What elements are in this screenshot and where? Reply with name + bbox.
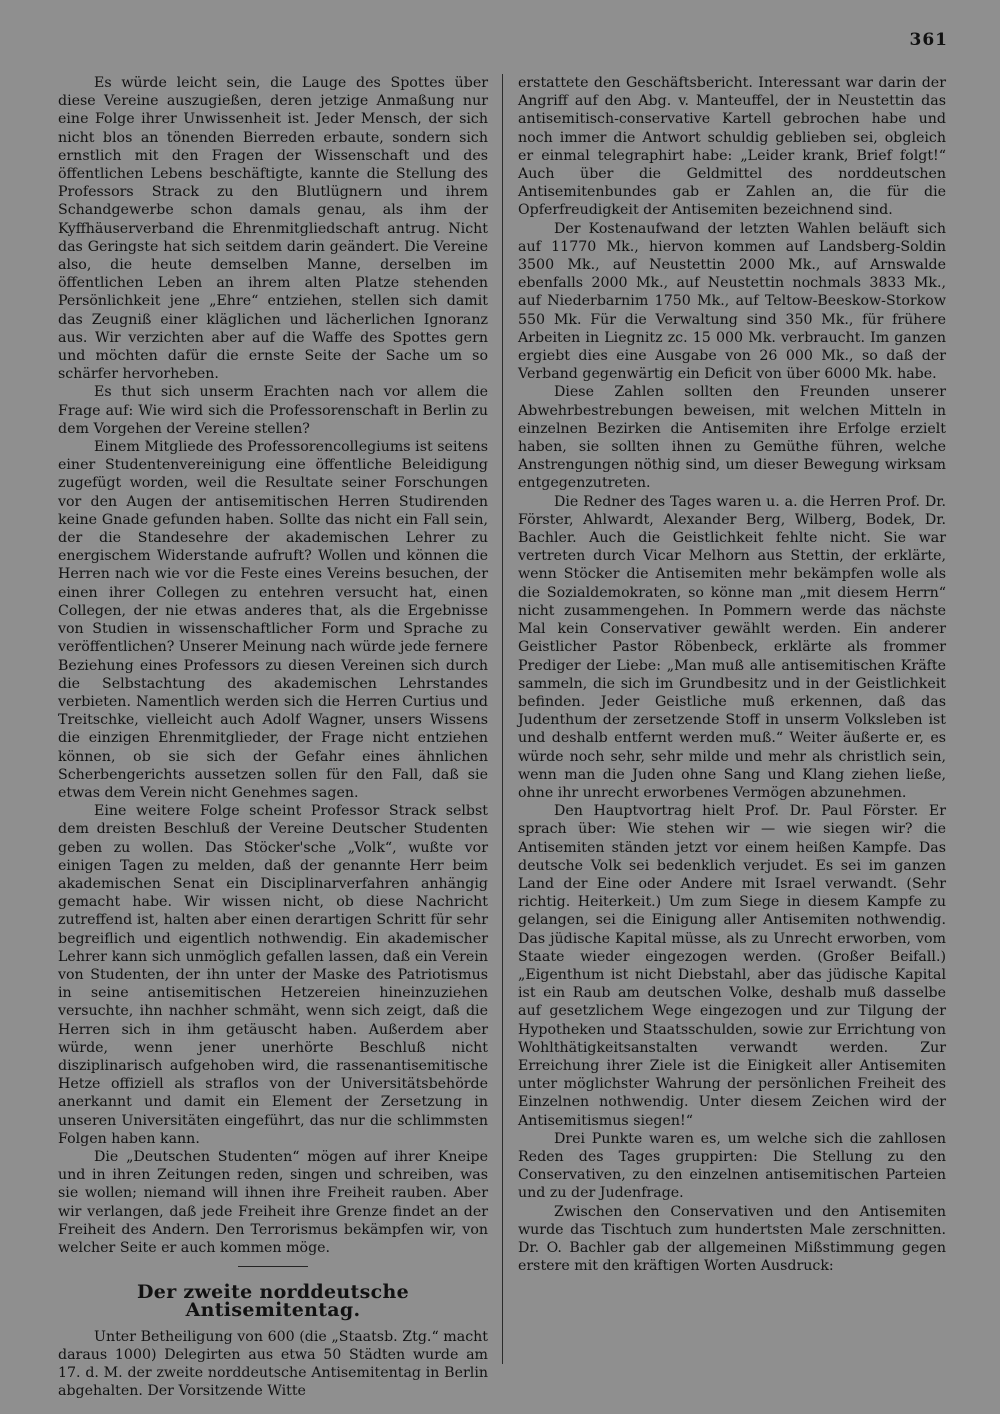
paragraph: Die „Deutschen Studenten“ mögen auf ihrer Kneipe und in ihren Zeitungen reden, singen und schreiben, was sie wollen; niemand will ihnen ihre Freiheit rauben. Aber wir verlangen, daß jede Freiheit ihre Grenze findet an der Freiheit des Andern. Den Terrorismus bekämpfen wir, von welcher Seite er auch kommen möge. [58,1148,488,1256]
paragraph: Diese Zahlen sollten den Freunden unserer Abwehrbestrebungen beweisen, mit welchen Mitteln in einzelnen Bezirken die Antisemiten ihre Erfolge erzielt haben, sie sollten ihnen zu Gemüthe führen, welche Anstrengungen nöthig sind, um dieser Bewegung wirksam entgegenzutreten. [518,384,946,492]
left-column [58,74,488,1400]
paragraph: Einem Mitgliede des Professorencollegiums ist seitens einer Studentenvereinigung eine öffentliche Beleidigung zugefügt worden, weil die Resultate seiner Forschungen vor den Augen der antisemitischen Herren Studirenden keine Gnade gefunden haben. Sollte das nicht ein Fall sein, der die Standesehre der akademischen Lehrer zu energischem Widerstande aufruft? Wollen und können die Herren nach wie vor die Feste eines Vereins besuchen, der einen ihrer Collegen zu entehren versucht hat, einen Collegen, der nie etwas anderes that, als die Ergebnisse von Studien in wissenschaftlicher Form und Sprache zu veröffentlichen? Unserer Meinung nach würde jede fernere Beziehung eines Professors zu diesen Vereinen sich durch die Selbstachtung des akademischen Lehrstandes verbieten. Namentlich werden sich die Herren Curtius und Treitschke, vielleicht auch Adolf Wagner, unsers Wissens die einzigen Ehrenmitglieder, der Frage nicht entziehen können, ob sie sich der Gefahr eines ähnlichen Scherbengerichts aussetzen sollen für den Fall, daß sie etwas dem Verein nicht Genehmes sagen. [58,439,488,801]
page-number: 361 [909,30,948,50]
paragraph: Die Redner des Tages waren u. a. die Herren Prof. Dr. Förster, Ahlwardt, Alexander Berg, Wilberg, Bodek, Dr. Bachler. Auch die Geistlichkeit fehlte nicht. Sie war vertreten durch Vicar Melhorn aus Stettin, der erklärte, wenn Stöcker die Antisemiten mehr bekämpfen wolle als die Sozialdemokraten, so könne man „mit diesem Herrn“ nicht zusammengehen. In Pommern werde das nächste Mal kein Conservativer gewählt werden. Ein anderer Geistlicher Pastor Röbenbeck, erklärte als frommer Prediger der Liebe: „Man muß alle antisemitischen Kräfte sammeln, die sich im Grundbesitz und in der Geistlichkeit befinden. Jeder Geistliche muß erkennen, daß das Judenthum der zersetzende Stoff in unserm Volksleben ist und deshalb entfernt werden muß.“ Weiter äußerte er, es würde noch sehr, sehr milde und mehr als christlich sein, wenn man die Juden ohne Sang und Klang ziehen ließe, ohne ihr unrecht erworbenes Vermögen abzunehmen. [518,493,946,801]
paragraph: erstattete den Geschäftsbericht. Interessant war darin der Angriff auf den Abg. v. Manteuffel, der in Neustettin das antisemitisch-conservative Kartell gebrochen habe und noch immer die Antwort schuldig geblieben sei, obgleich er einmal telegraphirt habe: „Leider krank, Brief folgt!“ Auch über die Geldmittel des norddeutschen Antisemitenbundes gab er Zahlen an, die für die Opferfreudigkeit der Antisemiten bezeichnend sind. [518,75,946,219]
column-divider [502,74,503,1364]
paragraph: Es würde leicht sein, die Lauge des Spottes über diese Vereine auszugießen, deren jetzige Anmaßung nur eine Folge ihrer Unwissenheit ist. Jeder Mensch, der sich nicht blos an tönenden Bierreden erbaute, sondern sich ernstlich mit den Fragen der Wissenschaft und des öffentlichen Lebens beschäftigte, kannte die Stellung des Professors Strack zu den Blutlügnern und ihrem Schandgewerbe schon damals genau, als ihm der Kyffhäuserverband die Ehrenmitgliedschaft antrug. Nicht das Geringste hat sich seitdem darin geändert. Die Vereine also, die heute demselben Manne, derselben im öffentlichen Leben an ihrem alten Platze stehenden Persönlichkeit jene „Ehre“ entziehen, stellen sich damit das Zeugniß einer kläglichen und lächerlichen Ignoranz aus. Wir verzichten aber auf die Waffe des Spottes gern und möchten dafür die ernste Seite der Sache um so schärfer hervorheben. [58,75,488,383]
paragraph: Es thut sich unserm Erachten nach vor allem die Frage auf: Wie wird sich die Professorenschaft in Berlin zu dem Vorgehen der Vereine stellen? [58,384,488,437]
paragraph: Der Kostenaufwand der letzten Wahlen beläuft sich auf 11770 Mk., hiervon kommen auf Landsberg-Soldin 3500 Mk., auf Neustettin 2000 Mk., auf Arnswalde ebenfalls 2000 Mk., auf Neustettin nochmals 3833 Mk., auf Niederbarnim 1750 Mk., auf Teltow-Beeskow-Storkow 550 Mk. Für die Verwaltung sind 350 Mk., für frühere Arbeiten in Liegnitz zc. 15 000 Mk. verbraucht. Im ganzen ergiebt dies eine Ausgabe von 26 000 Mk., so daß der Verband gegenwärtig ein Deficit von über 6000 Mk. habe. [518,220,946,383]
paragraph: Unter Betheiligung von 600 (die „Staatsb. Ztg.“ macht daraus 1000) Delegirten aus etwa 50 Städten wurde am 17. d. M. der zweite norddeutsche Antisemitentag in Berlin abgehalten. Der Vorsitzende Witte [58,1328,488,1400]
section-heading: Der zweite norddeutsche Antisemitentag. [137,1281,409,1322]
paragraph: Drei Punkte waren es, um welche sich die zahllosen Reden des Tages gruppirten: Die Stellung zu den Conservativen, zu den einzelnen antisemitischen Parteien und zu der Judenfrage. [518,1130,946,1202]
section-separator [238,1266,308,1267]
paragraph: Eine weitere Folge scheint Professor Strack selbst dem dreisten Beschluß der Vereine Deutscher Studenten geben zu wollen. Das Stöcker'sche „Volk“, wußte vor einigen Tagen zu melden, daß der genannte Herr beim akademischen Senat ein Disciplinarverfahren anhängig gemacht habe. Wir wissen nicht, ob diese Nachricht zutreffend ist, halten aber einen derartigen Schritt für sehr begreiflich und eigentlich nothwendig. Ein akademischer Lehrer kann sich unmöglich gefallen lassen, daß ein Verein von Studenten, der ihn unter der Maske des Patriotismus in seine antisemitischen Hetzereien hineinzuziehen versuchte, ihn nachher schmäht, wenn sich zeigt, daß die Herren sich in ihm getäuscht haben. Außerdem aber würde, wenn jener unerhörte Beschluß nicht disziplinarisch aufgehoben wird, die rassenantisemitische Hetze offiziell als straflos von der Universitätsbehörde anerkannt und damit ein Element der Zersetzung in unseren Universitäten eingeführt, das nur die schlimmsten Folgen haben kann. [58,803,488,1147]
paragraph: Den Hauptvortrag hielt Prof. Dr. Paul Förster. Er sprach über: Wie stehen wir — wie siegen wir? die Antisemiten ständen jetzt vor einem heißen Kampfe. Das deutsche Volk sei bedenklich verjudet. Es sei im ganzen Land der Eine oder Andere mit Israel verwandt. (Sehr richtig. Heiterkeit.) Um zum Siege in diesem Kampfe zu gelangen, sei die Einigung aller Antisemiten nothwendig. Das jüdische Kapital müsse, als zu Unrecht erworben, vom Staate wieder eingezogen werden. (Großer Beifall.) „Eigenthum ist nicht Diebstahl, aber das jüdische Kapital ist ein Raub am deutschen Volke, deshalb muß dasselbe auf gesetzlichem Wege eingezogen und zur Tilgung der Hypotheken und Staatsschulden, sowie zur Errichtung von Wohlthätigkeitsanstalten verwandt werden. Zur Erreichung ihrer Ziele ist die Einigkeit aller Antisemiten unter möglichster Wahrung der persönlichen Freiheit des Einzelnen nothwendig. Unter diesem Zeichen wird der Antisemitismus siegen!“ [518,803,946,1129]
paragraph: Zwischen den Conservativen und den Antisemiten wurde das Tischtuch zum hundertsten Male zerschnitten. Dr. O. Bachler gab der allgemeinen Mißstimmung gegen erstere mit den kräftigen Worten Ausdruck: [518,1203,946,1275]
right-column [518,74,946,1275]
